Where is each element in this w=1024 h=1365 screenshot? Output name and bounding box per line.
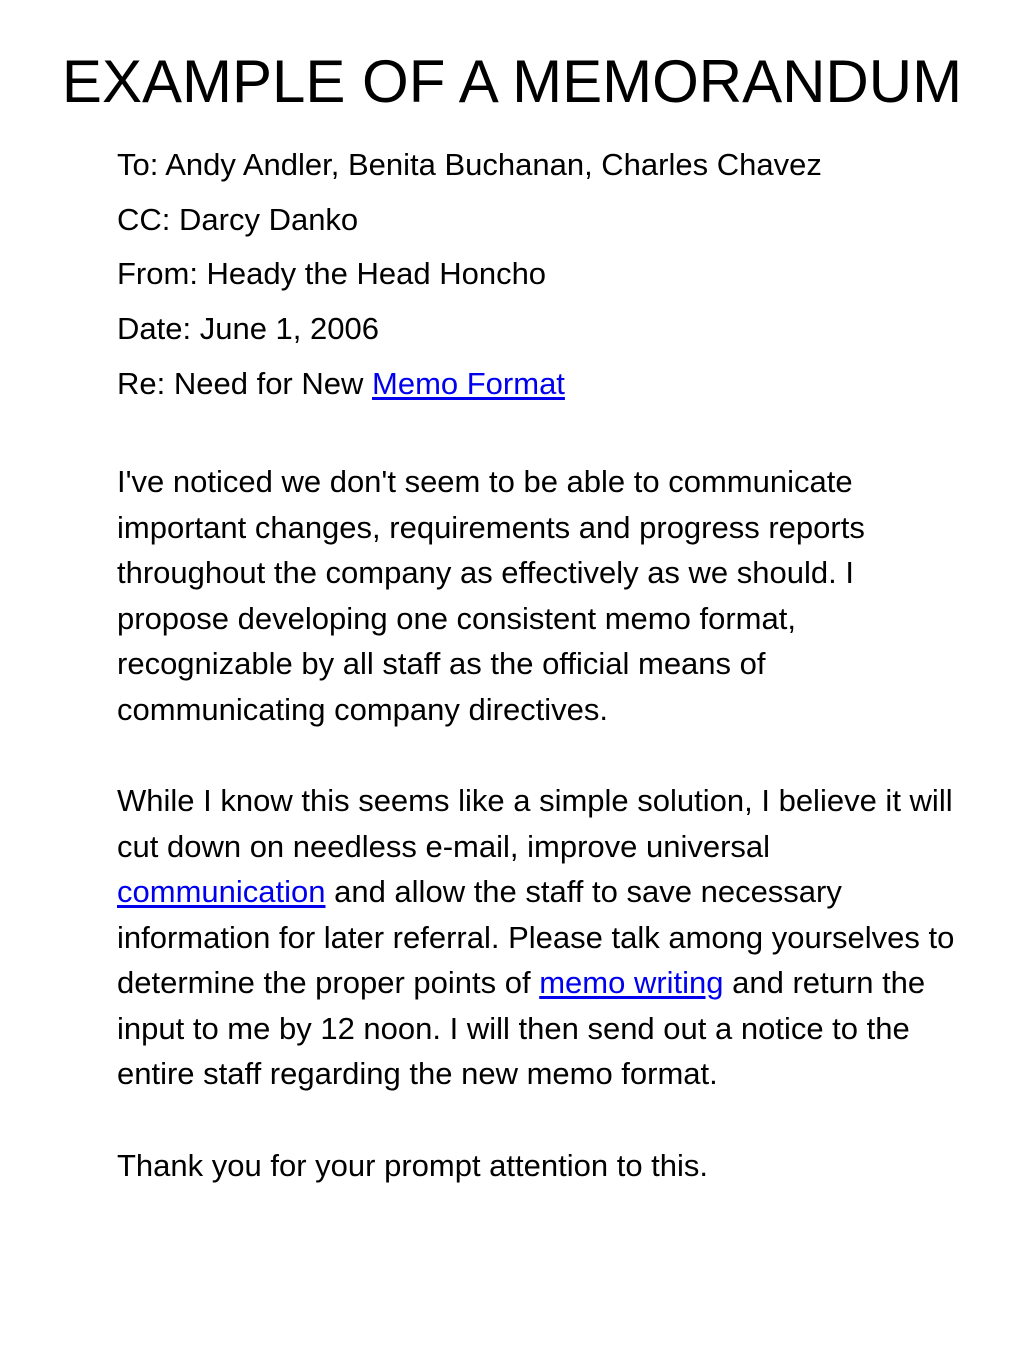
paragraph-2-part-3: and return the input to me by 12 noon. I will then send out a notice to the entire staff regarding the new memo format. (117, 965, 926, 1092)
communication-link[interactable]: communication (117, 874, 326, 910)
memo-subject-prefix: Re: Need for New (117, 365, 372, 401)
page-title: EXAMPLE OF A MEMORANDUM (61, 48, 963, 115)
memo-to-line: To: Andy Andler, Benita Buchanan, Charles Chavez (117, 147, 822, 182)
memo-closing: Thank you for your prompt attention to this. (117, 1147, 709, 1183)
memo-paragraph-2 (117, 778, 967, 1097)
memo-from-line: From: Heady the Head Honcho (117, 256, 547, 292)
memo-cc-line: CC: Darcy Danko (117, 201, 359, 237)
memo-format-link[interactable]: Memo Format (372, 365, 565, 401)
paragraph-2-part-1: While I know this seems like a simple solution, I believe it will cut down on needless e-mail, improve universal (117, 783, 953, 864)
memo-body (117, 142, 967, 1188)
memo-subject-line (117, 361, 967, 407)
memo-writing-link[interactable]: memo writing (539, 965, 724, 1001)
memo-date-line: Date: June 1, 2006 (117, 311, 379, 347)
paragraph-2-part-2: and allow the staff to save necessary information for later referral. Please talk among yourselves to determine the proper points of (117, 874, 955, 1001)
memo-paragraph-1: I've noticed we don't seem to be able to communicate important changes, requirements and progress reports throughout the company as effectively as we should. I propose developing one consistent memo format, recognizable by all staff as the official means of communicating company directives. (117, 464, 865, 727)
